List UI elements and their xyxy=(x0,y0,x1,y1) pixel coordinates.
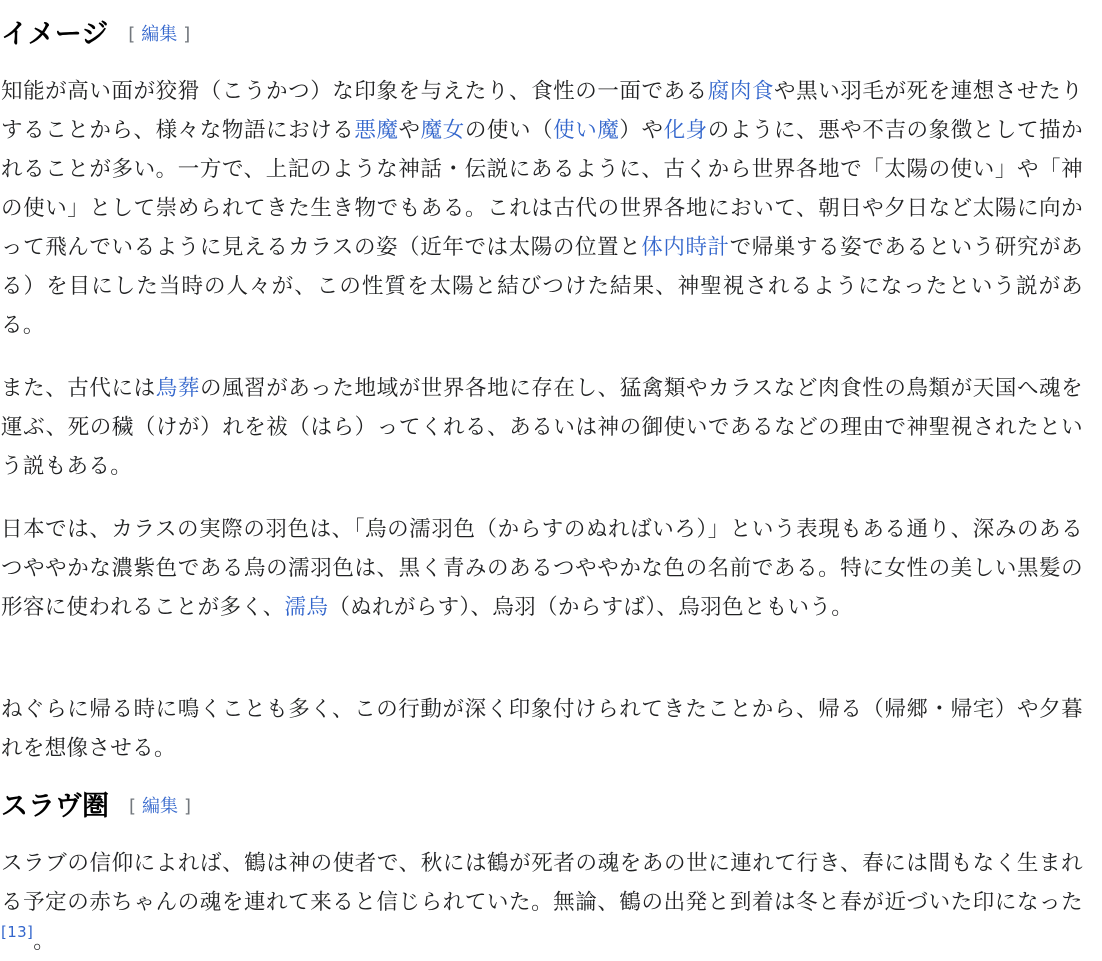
section-title: スラヴ圏 xyxy=(1,791,109,822)
paragraph xyxy=(1,369,1083,486)
paragraph-text: スラブの信仰によれば、鶴は神の使者で、秋には鶴が死者の魂をあの世に連れて行き、春には間もなく生まれる予定の赤ちゃんの魂を連れて来ると信じられていた。無論、鶴の出発と到着は冬と春が近づいた印になった xyxy=(1,851,1083,915)
paragraph-text: また、古代には xyxy=(1,376,156,401)
wiki-link[interactable]: 悪魔 xyxy=(354,118,399,143)
paragraph-text: や xyxy=(398,118,421,143)
edit-section: [ 編集 ] xyxy=(129,796,192,817)
edit-section-link[interactable]: 編集 xyxy=(142,796,179,817)
section-title: イメージ xyxy=(1,19,109,50)
wiki-link[interactable]: 化身 xyxy=(663,118,708,143)
paragraph-text: のように、悪や不吉の象徴として描かれることが多い。一方で、上記のような神話・伝説にあるように、古くから世界各地で「太陽の使い」や「神の使い」として崇められてきた生き物でもある。これは古代の世界各地において、朝日や夕日など太陽に向かって飛んでいるように見えるカラスの姿（近年では太陽の位置と xyxy=(1,118,1083,260)
paragraph-text: や黒い羽毛が死を連想させたりすることから、様々な物語における xyxy=(1,79,1084,143)
section-heading-image xyxy=(1,18,190,52)
paragraph xyxy=(1,844,1083,961)
paragraph xyxy=(1,690,1083,768)
wiki-link[interactable]: 体内時計 xyxy=(641,235,730,260)
paragraph-text: ）や xyxy=(619,118,664,143)
wiki-link[interactable]: 鳥葬 xyxy=(155,376,200,401)
paragraph-text: 日本では、カラスの実際の羽色は、「烏の濡羽色（からすのぬればいろ）」という表現もある通り、深みのあるつややかな濃紫色である烏の濡羽色は、黒く青みのあるつややかな色の名前である。特に女性の美しい黒髪の形容に使われることが多く、 xyxy=(1,517,1083,620)
paragraph-text: で帰巣する姿であるという研究がある）を目にした当時の人々が、この性質を太陽と結びつけた結果、神聖視されるようになったという説がある。 xyxy=(1,235,1083,338)
wiki-link[interactable]: 使い魔 xyxy=(553,118,620,143)
wiki-link[interactable]: 魔女 xyxy=(420,118,465,143)
wiki-link[interactable]: 腐肉食 xyxy=(707,79,775,104)
paragraph xyxy=(1,72,1083,345)
reference-sup xyxy=(1,923,33,941)
edit-section: [ 編集 ] xyxy=(128,24,191,45)
paragraph-text: ねぐらに帰る時に鳴くことも多く、この行動が深く印象付けられてきたことから、帰る（帰郷・帰宅）や夕暮れを想像させる。 xyxy=(1,697,1083,761)
wiki-link[interactable]: 濡烏 xyxy=(284,595,329,620)
paragraph-text: 知能が高い面が狡猾（こうかつ）な印象を与えたり、食性の一面である xyxy=(1,79,708,104)
section-heading-slavic xyxy=(1,790,191,824)
edit-section-link[interactable]: 編集 xyxy=(141,24,178,45)
paragraph-text: （ぬれがらす）、烏羽（からすば）、烏羽色ともいう。 xyxy=(328,595,854,620)
paragraph-text: の使い（ xyxy=(464,118,554,143)
paragraph xyxy=(1,510,1083,627)
paragraph-text: の風習があった地域が世界各地に存在し、猛禽類やカラスなど肉食性の鳥類が天国へ魂を運ぶ、死の穢（けが）れを祓（はら）ってくれる、あるいは神の御使いであるなどの理由で神聖視されたという説もある。 xyxy=(1,376,1083,479)
paragraph-text: 。 xyxy=(33,929,56,954)
reference-link[interactable]: [13] xyxy=(1,922,34,941)
